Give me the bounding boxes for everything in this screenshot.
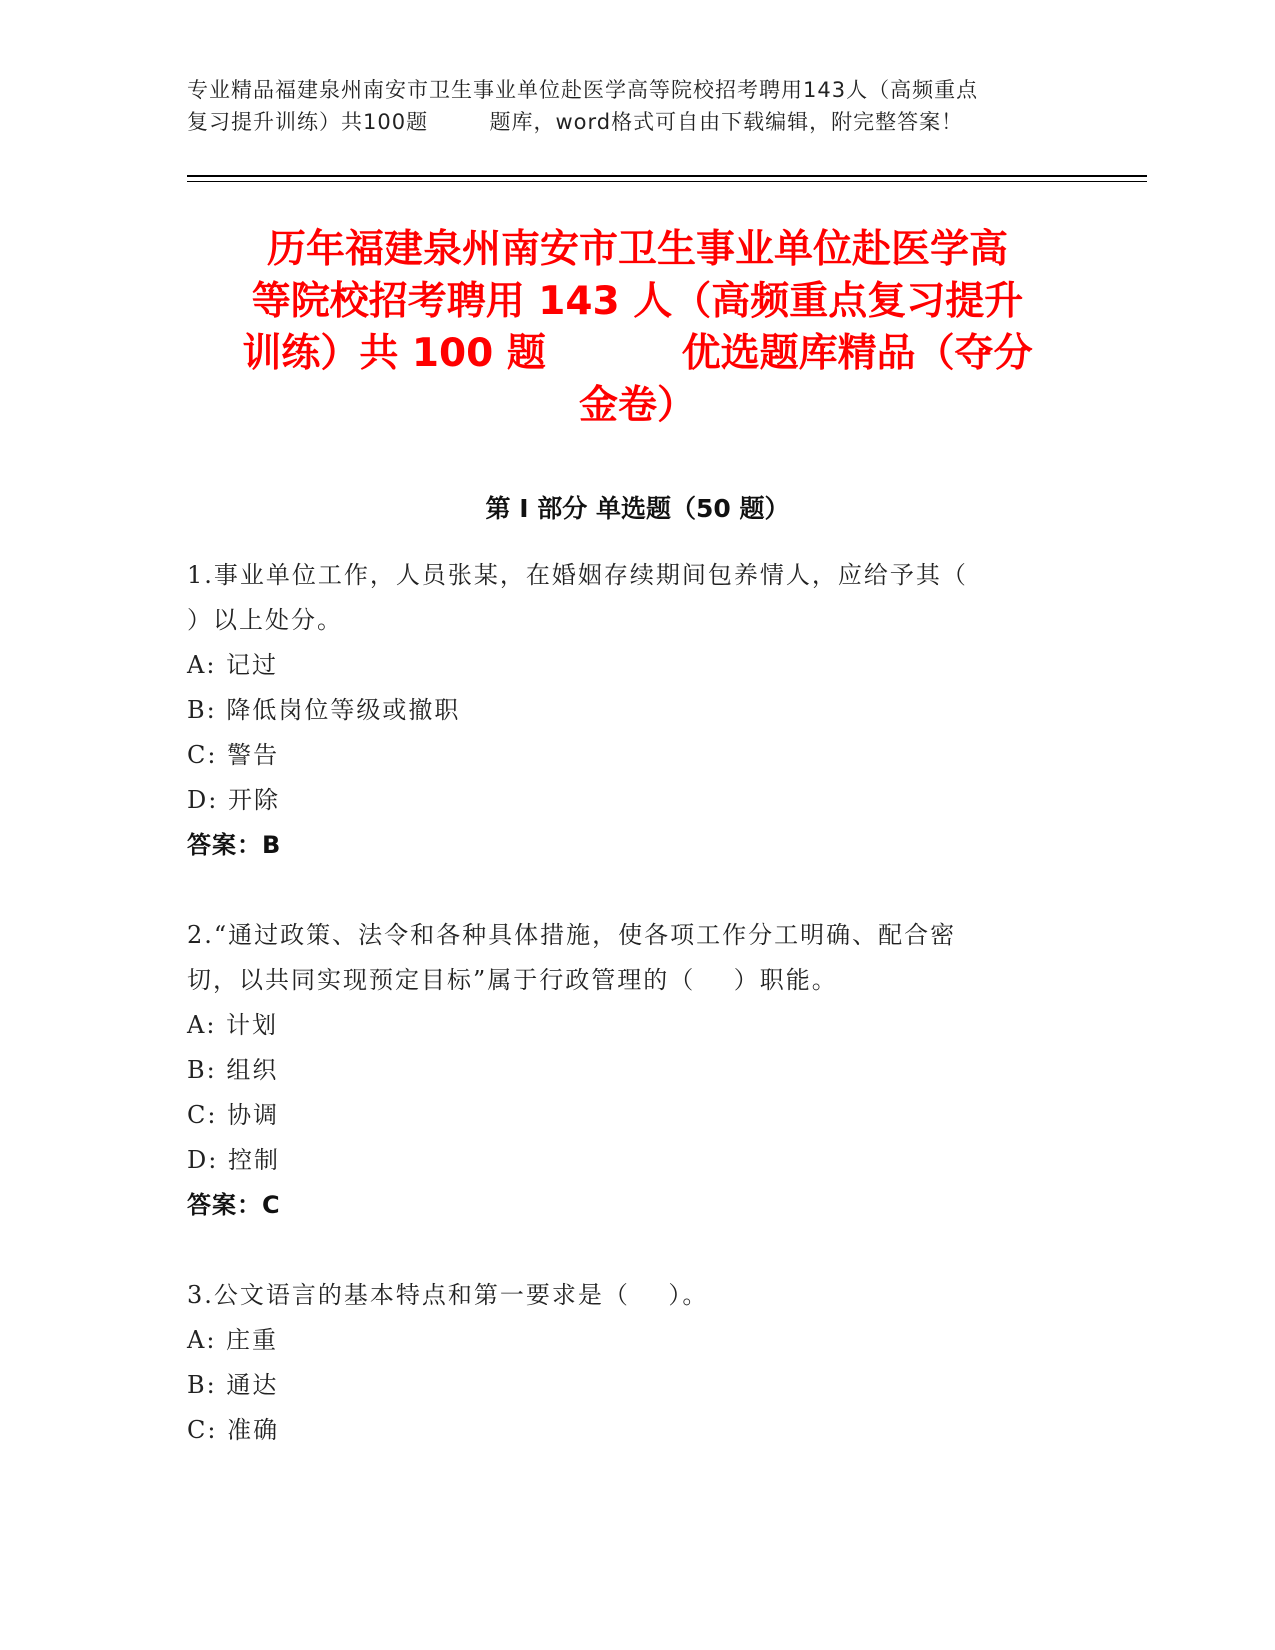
option-b: B: 通达 bbox=[187, 1371, 279, 1399]
document-title-line-3: 训练）共 100 题 优选题库精品（夺分 bbox=[242, 331, 1033, 376]
question-stem bbox=[187, 553, 1087, 643]
option-c: C: 准确 bbox=[187, 1416, 280, 1444]
option-c: C: 警告 bbox=[187, 741, 280, 769]
option-a: A: 计划 bbox=[187, 1011, 279, 1039]
document-title bbox=[195, 224, 1080, 432]
answer: 答案：C bbox=[187, 1191, 281, 1219]
question-1 bbox=[187, 553, 1087, 868]
question-stem bbox=[187, 913, 1087, 1003]
option-b: B: 组织 bbox=[187, 1056, 279, 1084]
option-d: D: 控制 bbox=[187, 1146, 280, 1174]
question-3 bbox=[187, 1273, 1087, 1453]
header-note-line-2: 复习提升训练）共100题 题库，word格式可自由下载编辑，附完整答案！ bbox=[187, 110, 964, 134]
header-note-line-1: 专业精品福建泉州南安市卫生事业单位赴医学高等院校招考聘用143人（高频重点 bbox=[187, 78, 979, 102]
document-title-line-1: 历年福建泉州南安市卫生事业单位赴医学高 bbox=[266, 227, 1008, 272]
option-a: A: 庄重 bbox=[187, 1326, 279, 1354]
document-title-line-2: 等院校招考聘用 143 人（高频重点复习提升 bbox=[251, 279, 1024, 324]
header-note bbox=[187, 74, 1087, 138]
option-a: A: 记过 bbox=[187, 651, 279, 679]
section-heading: 第 I 部分 单选题（50 题） bbox=[485, 494, 790, 523]
option-c: C: 协调 bbox=[187, 1101, 280, 1129]
question-stem-line: 1.事业单位工作，人员张某，在婚姻存续期间包养情人，应给予其（ bbox=[187, 561, 968, 589]
option-b: B: 降低岗位等级或撤职 bbox=[187, 696, 461, 724]
document-title-line-4: 金卷） bbox=[578, 383, 696, 428]
question-stem-line: 2.“通过政策、法令和各种具体措施，使各项工作分工明确、配合密 bbox=[187, 921, 957, 949]
question-stem bbox=[187, 1273, 1087, 1318]
option-d: D: 开除 bbox=[187, 786, 280, 814]
question-2 bbox=[187, 913, 1087, 1228]
question-stem-line: 3.公文语言的基本特点和第一要求是（ ）。 bbox=[187, 1281, 709, 1309]
header-divider-thick bbox=[187, 175, 1147, 177]
question-stem-line: ）以上处分。 bbox=[187, 606, 343, 634]
header-divider-thin bbox=[187, 181, 1147, 182]
question-stem-line: 切，以共同实现预定目标”属于行政管理的（ ）职能。 bbox=[187, 966, 838, 994]
answer: 答案：B bbox=[187, 831, 282, 859]
